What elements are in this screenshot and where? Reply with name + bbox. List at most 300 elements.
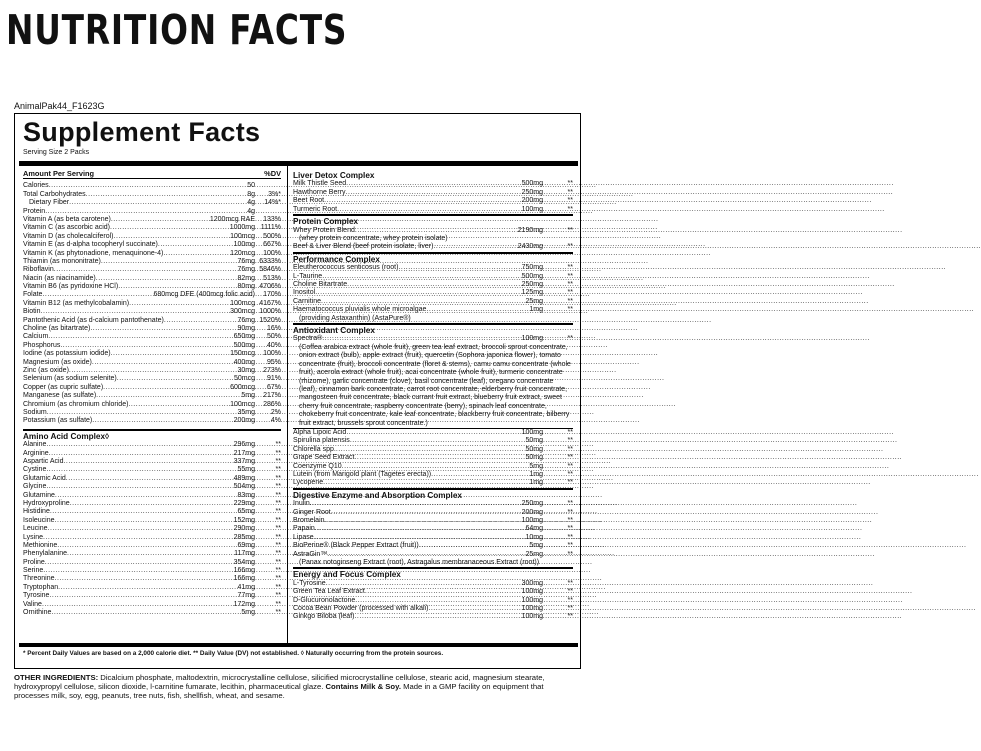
leader-dots (86, 191, 248, 199)
nutrient-amount: 354mg (233, 558, 255, 566)
nutrient-name: L-Tyrosine (293, 579, 326, 587)
nutrient-amount: 8g (247, 190, 255, 198)
nutrient-amount: 100mg (521, 596, 543, 604)
daily-value: 50% (266, 333, 281, 341)
daily-value: ** (567, 550, 573, 558)
daily-value: 16% (266, 325, 281, 333)
nutrient-name: Glycine (23, 483, 47, 491)
nutrient-name: Phenylalanine (23, 550, 67, 558)
nutrient-list (23, 182, 281, 425)
leader-dots (336, 446, 526, 454)
nutrient-amount: 200mg (521, 197, 543, 205)
leader-dots (70, 500, 234, 508)
nutrient-name: Lysine (23, 533, 43, 541)
leader-dots (327, 551, 525, 559)
leader-dots (323, 479, 529, 487)
nutrient-name: Vitamin B12 (as methylcobalamin) (23, 299, 130, 307)
nutrient-name: Vitamin D (as cholecalciferol) (23, 232, 114, 240)
nutrient-row (293, 551, 573, 559)
leader-dots (42, 291, 153, 299)
nutrient-amount: 5mg (241, 392, 255, 400)
nutrient-amount: 680mcg DFE (400mcg folic acid) (153, 291, 255, 299)
daily-value: 4706% (259, 283, 281, 291)
ingredient-detail: (Coffea arabica extract (whole fruit), green tea leaf extract, broccoli sprout concentrate, onion extract (bulb), apple extract (fruit), quercetin (Sophora japonica flower), tomato concentrate (fruit), broccoli concentrate (floret & stems), camu camu concentrate (whole fruit), acerola extract (whole fruit), acai concentrate (whole fruit), turmeric concentrate (rhizome), garlic concentrate (clove), basil concentrate (leaf), oregano concentrate (leaf), cinnamon bark concentrate, carrot root concentrate, elderberry fruit concentrate, mangosteen fruit concentrate, black currant fruit extract, blueberry fruit extract, sweet cherry fruit concentrate, raspberry concentrate (berry), spinach leaf concentrate, chokeberry fruit concentrate, kale leaf concentrate, blackberry fruit concentrate, bilberry fruit extract, brussels sprout concentrate.) (299, 343, 571, 427)
daily-value: ** (567, 516, 573, 524)
nutrient-amount: 150mcg (230, 350, 255, 358)
daily-value: ** (567, 226, 573, 234)
daily-value: 1000% (259, 308, 281, 316)
nutrient-row (23, 475, 281, 483)
daily-value: ** (567, 180, 573, 188)
nutrient-name: Alanine (23, 441, 47, 449)
nutrient-row (23, 208, 281, 216)
nutrient-amount: 1200mcg RAE (209, 215, 255, 223)
nutrient-name: Chromium (as chromium chloride) (23, 400, 129, 408)
daily-value: ** (275, 609, 281, 617)
nutrient-amount: 250mg (521, 188, 543, 196)
leader-dots (55, 575, 234, 583)
nutrient-amount: 100mcg (230, 299, 255, 307)
nutrient-name: Haematococcus pluvialis whole microalgae (293, 306, 427, 314)
daily-value: ** (275, 575, 281, 583)
footnote: * Percent Daily Values are based on a 2,000 calorie diet. ** Daily Value (DV) not established. ◊ Naturally occurring from the protein sources. (23, 650, 444, 657)
panel-title: Supplement Facts (23, 117, 261, 147)
daily-value: ** (275, 516, 281, 524)
nutrient-amount: 650mg (233, 333, 255, 341)
nutrient-amount: 172mg (233, 600, 255, 608)
nutrient-name: Magnesium (as oxide) (23, 358, 92, 366)
nutrient-row (293, 336, 573, 344)
nutrient-row (23, 250, 281, 258)
nutrient-name: Ornithine (23, 609, 52, 617)
leader-dots (365, 588, 522, 596)
nutrient-row (23, 417, 281, 425)
nutrient-row (23, 375, 281, 383)
leader-dots (315, 289, 521, 297)
nutrient-row (23, 342, 281, 350)
nutrient-amount: 290mg (233, 525, 255, 533)
leader-dots (398, 264, 521, 272)
daily-value: 100% (263, 249, 281, 257)
nutrient-name: Glutamine (23, 491, 55, 499)
daily-value: 6333% (259, 257, 281, 265)
nutrient-row (293, 437, 573, 445)
nutrient-row (23, 542, 281, 550)
nutrient-name: Lutein (from Marigold plant (Tagetes erecta)) (293, 470, 432, 478)
nutrient-name: Chlorella spp. (293, 445, 336, 453)
nutrient-amount: 125mg (521, 289, 543, 297)
nutrient-row (23, 283, 281, 291)
nutrient-name: Vitamin C (as ascorbic acid) (23, 224, 111, 232)
nutrient-amount: 100mg (521, 205, 543, 213)
nutrient-row (23, 384, 281, 392)
nutrient-amount: 100mcg (230, 232, 255, 240)
nutrient-amount: 100mg (521, 588, 543, 596)
leader-dots (46, 441, 233, 449)
nutrient-row (293, 479, 573, 487)
daily-value: ** (567, 281, 573, 289)
nutrient-amount: 1mg (529, 470, 543, 478)
daily-value: 40% (266, 341, 281, 349)
leader-dots (67, 550, 234, 558)
leader-dots (354, 613, 521, 621)
supplement-facts-panel (14, 113, 581, 669)
leader-dots (346, 429, 521, 437)
nutrient-amount: 64mg (525, 525, 543, 533)
leader-dots (50, 508, 238, 516)
daily-value: ** (567, 613, 573, 621)
nutrient-row (293, 471, 573, 479)
daily-value: 513% (263, 274, 281, 282)
daily-value: 67% (266, 383, 281, 391)
nutrient-amount: 50mg (525, 454, 543, 462)
nutrient-row (23, 584, 281, 592)
nutrient-amount: 2430mg (517, 243, 543, 251)
nutrient-row (23, 308, 281, 316)
nutrient-name: Leucine (23, 525, 48, 533)
nutrient-amount: 200mg (233, 417, 255, 425)
amino-title: Amino Acid Complex◊ (23, 429, 281, 442)
nutrient-name: Milk Thistle Seed (293, 180, 347, 188)
nutrient-name: Histidine (23, 508, 50, 516)
nutrient-row (23, 441, 281, 449)
nutrient-amount: 80mg (237, 283, 255, 291)
daily-value: ** (275, 483, 281, 491)
nutrient-name: L-Taurine (293, 272, 323, 280)
daily-value: 5846% (259, 266, 281, 274)
leader-dots (46, 466, 237, 474)
nutrient-name: Hydroxyproline (23, 499, 70, 507)
daily-value: ** (567, 197, 573, 205)
leader-dots (60, 342, 233, 350)
leader-dots (346, 189, 522, 197)
nutrient-amount: 5mg (241, 609, 255, 617)
nutrient-amount: 4g (247, 199, 255, 207)
nutrient-name: Calories (23, 182, 49, 190)
daily-value: ** (275, 525, 281, 533)
daily-value: ** (567, 470, 573, 478)
nutrient-name: Sodium (23, 408, 47, 416)
nutrient-name: Ginkgo Biloba (leaf) (293, 613, 355, 621)
nutrient-amount: 55mg (237, 466, 255, 474)
nutrient-row (23, 275, 281, 283)
leader-dots (49, 592, 237, 600)
leader-dots (129, 300, 230, 308)
nutrient-row (293, 605, 573, 613)
nutrient-amount: 76mg (237, 316, 255, 324)
nutrient-amount: 489mg (233, 474, 255, 482)
nutrient-name: Total Carbohydrates (23, 190, 86, 198)
nutrient-row (23, 401, 281, 409)
nutrient-row (23, 567, 281, 575)
section-heading: Energy and Focus Complex (293, 567, 573, 580)
leader-dots (49, 450, 234, 458)
nutrient-amount: 77mg (237, 592, 255, 600)
nutrient-amount: 217mg (233, 449, 255, 457)
nutrient-name: Eleutherococcus senticosus (root) (293, 264, 399, 272)
nutrient-row (23, 233, 281, 241)
leader-dots (63, 458, 233, 466)
daily-value: ** (567, 500, 573, 508)
daily-value: 14%* (264, 199, 281, 207)
nutrient-name: Iodine (as potassium iodide) (23, 350, 111, 358)
nutrient-row (293, 509, 573, 517)
leader-dots (55, 517, 234, 525)
nutrient-amount: 83mg (237, 491, 255, 499)
nutrient-amount: 25mg (525, 297, 543, 305)
nutrient-row (293, 227, 573, 235)
nutrient-row (23, 291, 281, 299)
nutrient-name: Thiamin (as mononitrate) (23, 257, 101, 265)
nutrient-amount: 100mg (521, 516, 543, 524)
nutrient-row (23, 182, 281, 190)
daily-value: 500% (263, 232, 281, 240)
daily-value: 4167% (259, 299, 281, 307)
nutrient-name: Vitamin K (as phytonadione, menaquinone-4) (23, 249, 164, 257)
leader-dots (51, 609, 241, 617)
nutrient-row (23, 333, 281, 341)
nutrient-name: Vitamin A (as beta carotene) (23, 215, 111, 223)
leader-dots (43, 567, 233, 575)
daily-value: ** (275, 449, 281, 457)
daily-value: ** (567, 243, 573, 251)
nutrient-row (293, 189, 573, 197)
nutrient-amount: 76mg (237, 266, 255, 274)
ingredient-detail: (Panax notoginseng Extract (root), Astragalus membranaceous Extract (root)) (299, 558, 540, 566)
nutrient-amount: 100mg (521, 604, 543, 612)
nutrient-name: Inulin (293, 500, 310, 508)
leader-dots (355, 227, 518, 235)
nutrient-amount: 35mg (237, 408, 255, 416)
nutrient-amount: 50mg (525, 445, 543, 453)
right-column (293, 170, 573, 622)
nutrient-name: Methionine (23, 541, 58, 549)
daily-value: 100% (263, 350, 281, 358)
leader-dots (355, 597, 521, 605)
daily-value: ** (275, 457, 281, 465)
leader-dots (419, 542, 530, 550)
nutrient-row (23, 266, 281, 274)
daily-value: 217% (263, 392, 281, 400)
thick-rule-bottom (19, 643, 578, 647)
nutrient-name: Folate (23, 291, 43, 299)
nutrient-name: Glutamic Acid (23, 474, 66, 482)
nutrient-name: Grape Seed Extract (293, 454, 355, 462)
nutrient-name: Threonine (23, 575, 55, 583)
nutrient-amount: 750mg (521, 264, 543, 272)
nutrient-amount: 100mcg (230, 400, 255, 408)
nutrient-row (293, 243, 573, 251)
section-heading: Protein Complex (293, 214, 573, 227)
daily-value: ** (567, 454, 573, 462)
leader-dots (58, 584, 237, 592)
other-text: Dicalcium phosphate, maltodextrin, microcrystalline cellulose, silicified microcrystalline cellulose, stearic acid, magnesium stearate, hydroxypropyl cellulose, silicon dioxide, l-carnitine fumarate, lecithin, pharmaceutical glaze. (14, 673, 545, 692)
nutrient-name: Lipase (293, 533, 314, 541)
section-heading: Antioxidant Complex (293, 323, 573, 336)
daily-value: ** (567, 479, 573, 487)
leader-dots (55, 492, 238, 500)
nutrient-amount: 166mg (233, 567, 255, 575)
nutrient-row (23, 317, 281, 325)
nutrient-amount: 600mcg (230, 383, 255, 391)
nutrient-row (23, 367, 281, 375)
leader-dots (90, 325, 237, 333)
daily-value: ** (275, 499, 281, 507)
daily-value: ** (567, 437, 573, 445)
nutrient-name: Selenium (as sodium selenite) (23, 375, 117, 383)
nutrient-row (23, 300, 281, 308)
nutrient-name: Dietary Fiber (29, 199, 70, 207)
nutrient-amount: 1mg (529, 479, 543, 487)
nutrient-amount: 300mcg (230, 308, 255, 316)
left-column (23, 170, 281, 617)
nutrient-name: Biotin (23, 308, 41, 316)
nutrient-amount: 100mg (521, 428, 543, 436)
daily-value: ** (275, 567, 281, 575)
nutrient-row (23, 350, 281, 358)
nutrient-amount: 5mg (529, 542, 543, 550)
daily-value: 286% (263, 400, 281, 408)
daily-value: ** (567, 579, 573, 587)
daily-value: 91% (266, 375, 281, 383)
nutrient-row (293, 273, 573, 281)
other-ingredients (14, 673, 574, 701)
daily-value: ** (275, 592, 281, 600)
nutrient-name: Tryptophan (23, 583, 59, 591)
nutrient-row (293, 289, 573, 297)
leader-dots (321, 298, 525, 306)
leader-dots (163, 250, 230, 258)
nutrient-name: Choline Bitartrate (293, 281, 348, 289)
leader-dots (331, 509, 522, 517)
leader-dots (128, 401, 230, 409)
nutrient-row (293, 264, 573, 272)
daily-value: ** (567, 297, 573, 305)
nutrient-row (293, 306, 573, 314)
nutrient-amount: 250mg (521, 500, 543, 508)
nutrient-amount: 4g (247, 207, 255, 215)
leader-dots (118, 283, 237, 291)
nutrient-amount: 2190mg (517, 226, 543, 234)
nutrient-amount: 50mcg (233, 375, 255, 383)
daily-value: ** (275, 583, 281, 591)
leader-dots (337, 206, 522, 214)
nutrient-amount: 337mg (233, 457, 255, 465)
nutrient-amount: 152mg (233, 516, 255, 524)
leader-dots (322, 273, 521, 281)
daily-value: 273% (263, 366, 281, 374)
nutrient-amount: 250mg (521, 281, 543, 289)
nutrient-amount: 90mg (237, 325, 255, 333)
nutrient-row (23, 575, 281, 583)
leader-dots (350, 437, 526, 445)
nutrient-name: Cocoa Bean Powder (processed with alkali) (293, 604, 429, 612)
nutrient-amount: 504mg (233, 483, 255, 491)
nutrient-amount: 120mcg (230, 249, 255, 257)
leader-dots (46, 483, 233, 491)
nutrient-name: Zinc (as oxide) (23, 366, 69, 374)
nutrient-amount: 69mg (237, 541, 255, 549)
nutrient-row (293, 500, 573, 508)
ingredient-detail: (whey protein concentrate, whey protein isolate) (299, 234, 448, 242)
nutrient-name: Aspartic Acid (23, 457, 64, 465)
leader-dots (92, 417, 233, 425)
thick-rule (19, 161, 578, 166)
nutrient-row (23, 392, 281, 400)
leader-dots (92, 359, 234, 367)
nutrient-name: Tyrosine (23, 592, 50, 600)
nutrient-amount: 50mg (525, 437, 543, 445)
daily-value: ** (275, 550, 281, 558)
nutrient-name: Papain (293, 525, 315, 533)
nutrient-name: D-Glucuronolactone (293, 596, 356, 604)
daily-value: ** (567, 588, 573, 596)
nutrient-name: Green Tea Leaf Extract (293, 588, 365, 596)
nutrient-amount: 300mg (521, 579, 543, 587)
section-heading: Digestive Enzyme and Absorption Complex (293, 488, 573, 501)
serving-size: Serving Size 2 Packs (23, 149, 90, 156)
daily-value: ** (275, 441, 281, 449)
nutrient-row (23, 258, 281, 266)
nutrient-amount: 1mg (529, 306, 543, 314)
nutrient-row (293, 298, 573, 306)
nutrient-name: Niacin (as niacinamide) (23, 274, 96, 282)
nutrient-name: Copper (as cupric sulfate) (23, 383, 104, 391)
nutrient-name: Turmeric Root (293, 205, 338, 213)
nutrient-amount: 10mg (525, 533, 543, 541)
leader-dots (57, 542, 237, 550)
leader-dots (96, 275, 238, 283)
daily-value: 95% (266, 358, 281, 366)
section-heading: Liver Detox Complex (293, 171, 375, 180)
nutrient-row (293, 613, 573, 621)
nutrient-name: Ginger Root (293, 508, 331, 516)
other-label: OTHER INGREDIENTS: (14, 673, 99, 682)
nutrient-name: Pantothenic Acid (as d-calcium pantothenate) (23, 316, 164, 324)
nutrient-row (23, 359, 281, 367)
nutrient-amount: 5mg (529, 462, 543, 470)
nutrient-row (293, 580, 573, 588)
leader-dots (47, 409, 238, 417)
nutrient-row (293, 181, 573, 189)
leader-dots (346, 180, 521, 188)
nutrient-name: Spirulina platensis (293, 437, 350, 445)
nutrient-row (23, 483, 281, 491)
nutrient-row (293, 534, 573, 542)
nutrient-row (293, 597, 573, 605)
nutrient-name: BioPerine® (Black Pepper Extract (fruit)) (293, 542, 419, 550)
nutrient-name: Phosphorus (23, 341, 61, 349)
daily-value: 667% (263, 241, 281, 249)
nutrient-amount: 30mg (237, 366, 255, 374)
nutrient-row (293, 542, 573, 550)
nutrient-row (23, 409, 281, 417)
leader-dots (164, 317, 238, 325)
leader-dots (103, 384, 230, 392)
leader-dots (111, 350, 231, 358)
nutrient-name: Bromelain (293, 516, 325, 524)
daily-value: ** (275, 600, 281, 608)
leader-dots (342, 463, 530, 471)
leader-dots (45, 559, 234, 567)
daily-value: ** (275, 474, 281, 482)
leader-dots (433, 243, 517, 251)
leader-dots (41, 308, 231, 316)
nutrient-name: Vitamin E (as d-alpha tocopheryl succinate) (23, 241, 158, 249)
nutrient-row (23, 241, 281, 249)
leader-dots (117, 375, 234, 383)
nutrient-row (293, 446, 573, 454)
